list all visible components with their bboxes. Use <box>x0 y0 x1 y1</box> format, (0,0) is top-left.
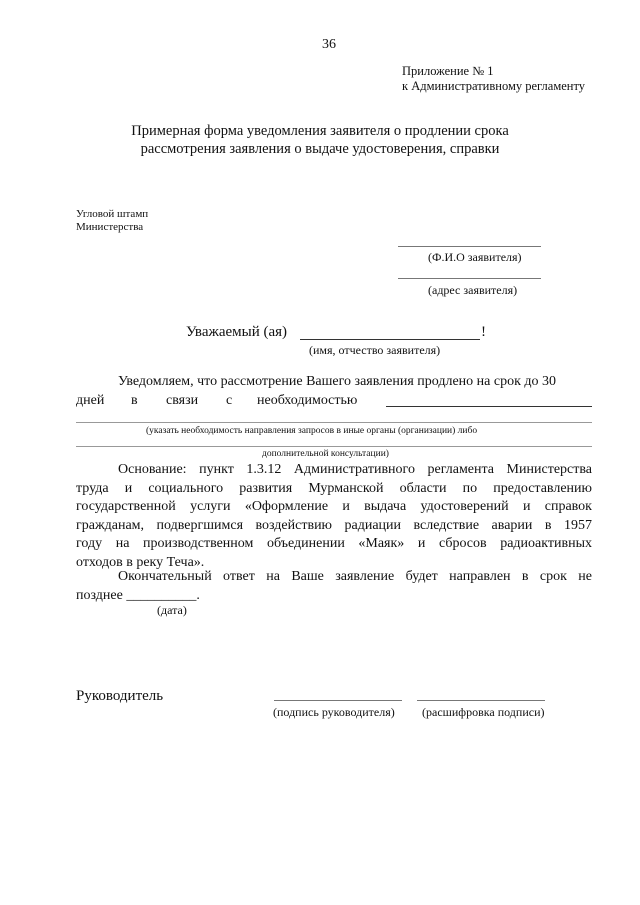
necessity-field-line <box>386 406 592 407</box>
basis-line-2: труда и социального развития Мурманской области по предоставлению <box>76 480 592 496</box>
document-title-line-2: рассмотрения заявления о выдаче удостоверения, справки <box>140 141 500 157</box>
necessity-caption-1: (указать необходимость направления запросов в иные органы (организации) либо <box>146 426 478 436</box>
greeting-name-line <box>300 339 480 340</box>
necessity-field-line-3 <box>76 446 592 447</box>
greeting-text: Уважаемый (ая) <box>186 324 288 340</box>
date-caption: (дата) <box>157 603 187 617</box>
signature-decode-field-line <box>417 700 545 701</box>
notice-word-5: необходимостью <box>257 393 358 408</box>
notice-word-4: с <box>226 393 233 408</box>
corner-stamp-line-1: Угловой штамп <box>76 208 149 220</box>
applicant-name-field-line <box>398 246 541 247</box>
basis-line-5: году на производственном объединении «Маяк» и сбросов радиоактивных <box>76 536 592 551</box>
signature-decode-caption: (расшифровка подписи) <box>422 705 545 719</box>
appendix-line-2: к Административному регламенту <box>402 79 586 93</box>
applicant-address-caption: (адрес заявителя) <box>428 283 518 297</box>
corner-stamp-line-2: Министерства <box>76 221 144 233</box>
document-title-line-1: Примерная форма уведомления заявителя о продлении срока <box>131 123 509 139</box>
notice-line-1: Уведомляем, что рассмотрение Вашего заявления продлено на срок до 30 <box>118 374 557 389</box>
signature-caption: (подпись руководителя) <box>273 705 395 719</box>
notice-word-1: дней <box>76 393 105 408</box>
applicant-name-caption: (Ф.И.О заявителя) <box>428 250 522 264</box>
signature-field-line <box>274 700 402 701</box>
final-line-1: Окончательный ответ на Ваше заявление будет направлен в срок не <box>118 569 592 584</box>
basis-paragraph <box>76 461 592 572</box>
notice-word-2: в <box>131 393 138 408</box>
basis-line-1: Основание: пункт 1.3.12 Административного регламента Министерства <box>118 462 592 477</box>
signatory-role: Руководитель <box>76 688 164 704</box>
greeting-caption: (имя, отчество заявителя) <box>309 343 441 357</box>
notice-word-3: связи <box>166 393 199 408</box>
final-line-2: позднее __________. <box>76 587 200 603</box>
basis-line-3: государственной услуги «Оформление и выдача удостоверений и справок <box>76 499 592 514</box>
basis-line-6: отходов в реку Теча». <box>76 554 205 570</box>
page-number: 36 <box>322 37 336 52</box>
basis-line-4: гражданам, подвергшимся воздействию радиации вследствие аварии в 1957 <box>76 517 592 533</box>
applicant-address-field-line <box>398 278 541 279</box>
greeting-exclamation: ! <box>481 324 486 340</box>
final-paragraph <box>76 568 592 605</box>
appendix-line-1: Приложение № 1 <box>402 64 494 78</box>
necessity-caption-2: дополнительной консультации) <box>262 449 389 459</box>
necessity-field-line-2 <box>76 422 592 423</box>
